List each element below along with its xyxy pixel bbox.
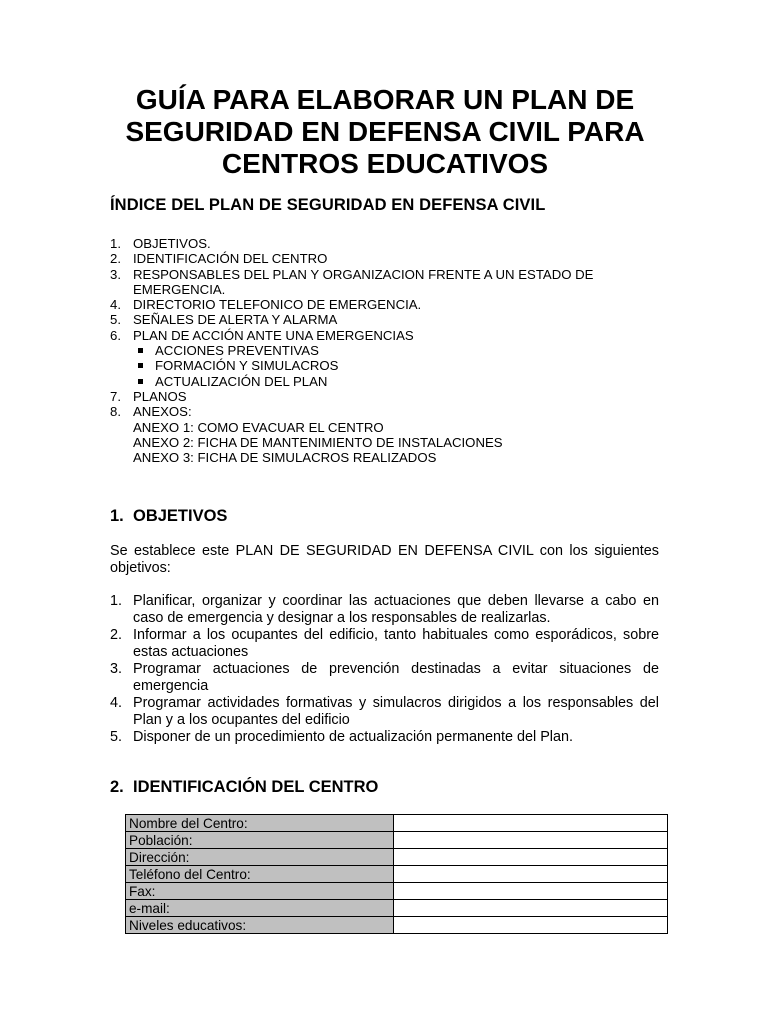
table-row: [126, 849, 668, 866]
square-bullet-icon: [138, 363, 143, 368]
table-row: [126, 917, 668, 934]
toc-subitem: ACCIONES PREVENTIVAS: [110, 343, 670, 358]
toc-item: 1. OBJETIVOS.: [110, 236, 211, 251]
toc-item: 5. SEÑALES DE ALERTA Y ALARMA: [110, 312, 338, 328]
field-label: Teléfono del Centro:: [126, 866, 394, 883]
toc-annex: ANEXO 3: FICHA DE SIMULACROS REALIZADOS: [133, 450, 437, 466]
title-line-3: CENTROS EDUCATIVOS: [221, 148, 549, 179]
objective-item: 3. Programar actuaciones de prevención destinadas a evitar situaciones de emergencia: [110, 661, 659, 694]
objective-item: 4. Programar actividades formativas y simulacros dirigidos a los responsables del Plan y a los ocupantes del edificio: [110, 695, 659, 728]
table-of-contents: [110, 236, 670, 465]
field-value[interactable]: [394, 866, 668, 883]
field-label: Nombre del Centro:: [126, 815, 394, 832]
title-line-2: SEGURIDAD EN DEFENSA CIVIL PARA: [125, 116, 645, 147]
square-bullet-icon: [138, 379, 143, 384]
field-value[interactable]: [394, 900, 668, 917]
section-1-heading: 1. OBJETIVOS: [110, 507, 228, 525]
objective-item: 1. Planificar, organizar y coordinar las actuaciones que deben llevarse a cabo en caso de emergencia y designar a los responsables de realizarlas.: [110, 593, 659, 626]
field-label: Dirección:: [126, 849, 394, 866]
field-value[interactable]: [394, 917, 668, 934]
field-value[interactable]: [394, 832, 668, 849]
field-label: Fax:: [126, 883, 394, 900]
field-label: Población:: [126, 832, 394, 849]
toc-item: 2. IDENTIFICACIÓN DEL CENTRO: [110, 251, 328, 267]
field-value[interactable]: [394, 883, 668, 900]
toc-item: 6. PLAN DE ACCIÓN ANTE UNA EMERGENCIAS: [110, 327, 414, 343]
section-2-heading: 2. IDENTIFICACIÓN DEL CENTRO: [110, 778, 379, 796]
toc-annex: ANEXO 2: FICHA DE MANTENIMIENTO DE INSTALACIONES: [133, 434, 503, 450]
objective-item: 2. Informar a los ocupantes del edificio, tanto habituales como esporádicos, sobre estas actuaciones: [110, 627, 659, 660]
table-row: [126, 832, 668, 849]
objective-item: 5. Disponer de un procedimiento de actualización permanente del Plan.: [110, 729, 573, 745]
field-value[interactable]: [394, 849, 668, 866]
table-row: [126, 866, 668, 883]
table-row: [126, 883, 668, 900]
objectives-list: [110, 593, 659, 746]
objectives-intro: Se establece este PLAN DE SEGURIDAD EN DEFENSA CIVIL con los siguientes objetivos:: [110, 543, 659, 576]
field-label: Niveles educativos:: [126, 917, 394, 934]
field-value[interactable]: [394, 815, 668, 832]
toc-item: 8. ANEXOS:: [110, 404, 192, 420]
table-row: [126, 815, 668, 832]
index-heading: ÍNDICE DEL PLAN DE SEGURIDAD EN DEFENSA CIVIL: [110, 196, 546, 214]
toc-subitem: ACTUALIZACIÓN DEL PLAN: [110, 374, 670, 389]
center-identification-table: [125, 814, 668, 934]
toc-item: 4. DIRECTORIO TELEFONICO DE EMERGENCIA.: [110, 297, 422, 313]
document-title: [90, 84, 680, 180]
toc-item: 3. RESPONSABLES DEL PLAN Y ORGANIZACION FRENTE A UN ESTADO DE EMERGENCIA.: [110, 266, 594, 297]
square-bullet-icon: [138, 348, 143, 353]
table-row: [126, 900, 668, 917]
toc-annex: ANEXO 1: COMO EVACUAR EL CENTRO: [133, 419, 384, 435]
field-label: e-mail:: [126, 900, 394, 917]
toc-subitem: FORMACIÓN Y SIMULACROS: [110, 358, 670, 373]
toc-item: 7. PLANOS: [110, 388, 187, 404]
title-line-1: GUÍA PARA ELABORAR UN PLAN DE: [135, 84, 635, 115]
